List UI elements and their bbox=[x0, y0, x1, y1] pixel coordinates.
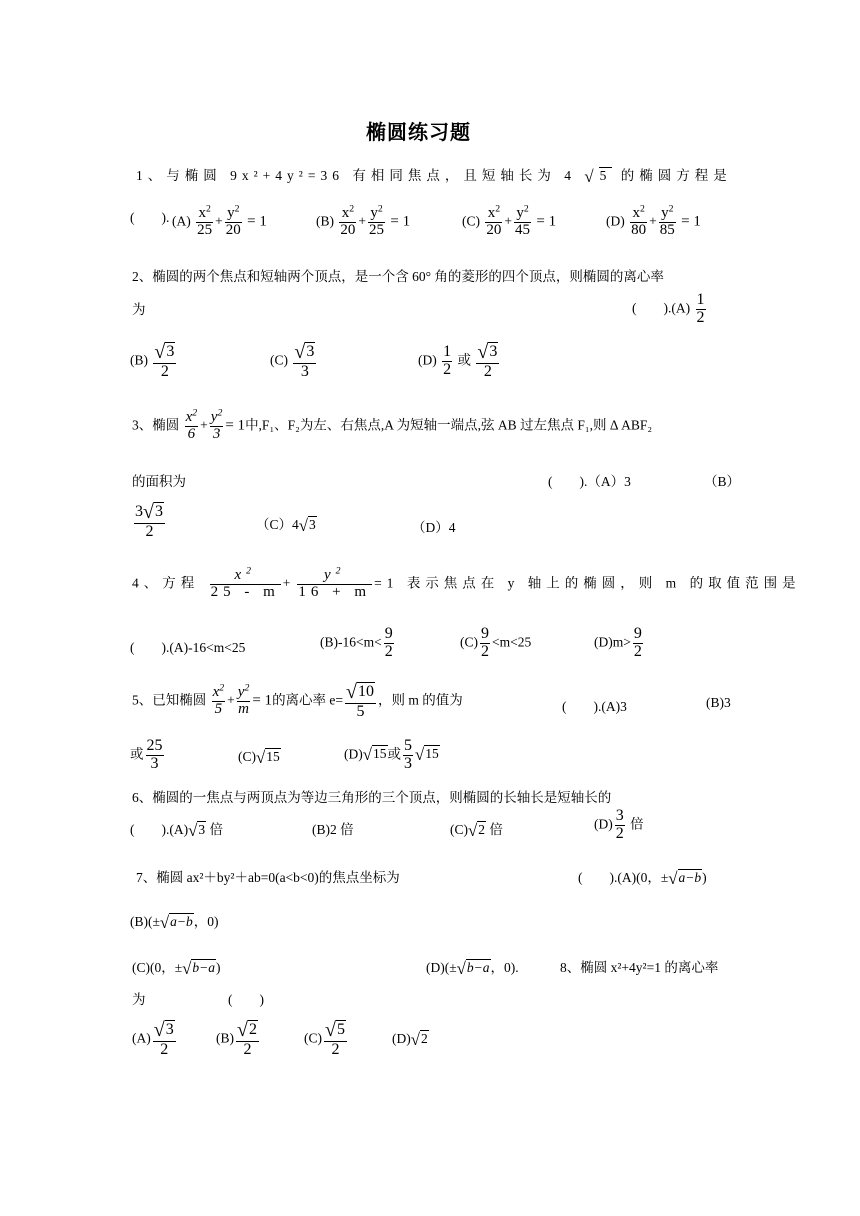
q8-answer-paren: ( ) bbox=[228, 992, 264, 1007]
q7-option-a[interactable]: ( ).(A)(0，±√a−b) bbox=[578, 869, 707, 888]
q7-option-d[interactable]: (D)(±√b−a，0). bbox=[426, 959, 519, 978]
q1-option-d[interactable]: (D) $\frac{x^2}{80}$ + $\frac{y^2}{85}$ = 1 bbox=[606, 203, 701, 238]
q4-stem: 4、方程 $\frac{x^2}{25 - m}$ + $\frac{y^2}{16 + m}$ =1 表示焦点在 y 轴上的椭圆，则 m 的取值范围是 bbox=[132, 565, 801, 600]
q8-option-a[interactable]: (A) $\frac{√3}{2}$ bbox=[132, 1019, 174, 1058]
q5-stem: 5、已知椭圆 $\frac{x^2}{5}$ + $\frac{y^2}{m}$ = 1的离心率 e= $\frac{√10}{5}$ ，则 m 的值为 bbox=[132, 681, 463, 720]
q1-options: ( ). bbox=[130, 210, 170, 225]
q1-stem: 1、与椭圆 9x²+4y²=36 有相同焦点，且短轴长为 4 √5 的椭圆方程是 bbox=[136, 167, 732, 186]
q5-option-b[interactable]: (B)3 bbox=[706, 695, 731, 710]
q5-option-b-cont[interactable]: 或 $\frac{25}{3}$ bbox=[130, 737, 163, 772]
q4-option-c[interactable]: (C) $\frac{9}{2}$ <m<25 bbox=[460, 625, 532, 660]
q8-stem-line2: 为 bbox=[132, 992, 146, 1007]
q6-option-a[interactable]: ( ).(A)√3 倍 bbox=[130, 821, 224, 840]
q3-option-d[interactable]: （D）4 bbox=[412, 520, 456, 535]
q2-stem: 2、椭圆的两个焦点和短轴两个顶点，是一个含 60° 角的菱形的四个顶点，则椭圆的离心率 bbox=[132, 269, 664, 284]
q7-stem: 7、椭圆 ax²＋by²＋ab=0(a<b<0)的焦点坐标为 bbox=[136, 870, 400, 885]
q6-stem: 6、椭圆的一焦点与两顶点为等边三角形的三个顶点，则椭圆的长轴长是短轴长的 bbox=[132, 790, 612, 805]
q3-option-a[interactable]: ( ).（A）3 bbox=[548, 474, 631, 489]
q7-option-c[interactable]: (C)(0，±√b−a) bbox=[132, 959, 221, 978]
q8-option-b[interactable]: (B) $\frac{√2}{2}$ bbox=[216, 1019, 257, 1058]
q7-option-b[interactable]: (B)(±√a−b，0) bbox=[130, 913, 219, 932]
q1-option-b[interactable]: (B) $\frac{x^2}{20}$ + $\frac{y^2}{25}$ = 1 bbox=[316, 203, 411, 238]
q3-option-c[interactable]: （C）4√3 bbox=[256, 516, 316, 535]
q3-stem: 3、椭圆 $\frac{x^2}{6}$ + $\frac{y^2}{3}$ = 1中,F₁、F₂为左、右焦点,A 为短轴一端点,弦 AB 过左焦点 F₁,则 Δ ABF₂ bbox=[132, 407, 653, 442]
q1-option-a[interactable]: (A) $\frac{x^2}{25}$ + $\frac{y^2}{20}$ = 1 bbox=[172, 203, 267, 238]
q6-option-c[interactable]: (C)√2 倍 bbox=[450, 821, 503, 840]
q5-option-d[interactable]: (D)√15或 $\frac{5}{3}$ √15 bbox=[344, 737, 439, 772]
q2-option-c[interactable]: (C) $\frac{√3}{3}$ bbox=[270, 341, 315, 380]
q8-stem: 8、椭圆 x²+4y²=1 的离心率 bbox=[560, 960, 719, 975]
q2-option-a[interactable]: ( ).(A) $\frac{1}{2}$ bbox=[632, 291, 705, 326]
q3-option-b-label[interactable]: （B） bbox=[704, 474, 741, 489]
q4-option-a[interactable]: ( ).(A)-16<m<25 bbox=[130, 640, 246, 655]
q1-option-c[interactable]: (C) $\frac{x^2}{20}$ + $\frac{y^2}{45}$ = 1 bbox=[462, 203, 557, 238]
q8-option-d[interactable]: (D)√2 bbox=[392, 1030, 428, 1049]
q2-stem-line2: 为 bbox=[132, 302, 146, 317]
sqrt-5: √5 bbox=[584, 167, 612, 186]
q5-option-c[interactable]: (C)√15 bbox=[238, 748, 280, 767]
q8-option-c[interactable]: (C) $\frac{√5}{2}$ bbox=[304, 1019, 345, 1058]
q4-option-d[interactable]: (D)m> $\frac{9}{2}$ bbox=[594, 625, 642, 660]
q4-option-b[interactable]: (B)-16<m< $\frac{9}{2}$ bbox=[320, 625, 393, 660]
q2-option-b[interactable]: (B) $\frac{√3}{2}$ bbox=[130, 341, 175, 380]
q6-option-b[interactable]: (B)2 倍 bbox=[312, 822, 354, 837]
q3-stem-line2: 的面积为 bbox=[132, 474, 186, 489]
page-title: 椭圆练习题 bbox=[366, 120, 471, 144]
q6-option-d[interactable]: (D) $\frac{3}{2}$ 倍 bbox=[594, 807, 644, 842]
q3-option-b[interactable]: $\frac{3√3}{2}$ bbox=[135, 501, 163, 540]
q5-option-a[interactable]: ( ).(A)3 bbox=[562, 699, 627, 714]
q2-option-d[interactable]: (D) $\frac{1}{2}$ 或 $\frac{√3}{2}$ bbox=[418, 341, 498, 380]
